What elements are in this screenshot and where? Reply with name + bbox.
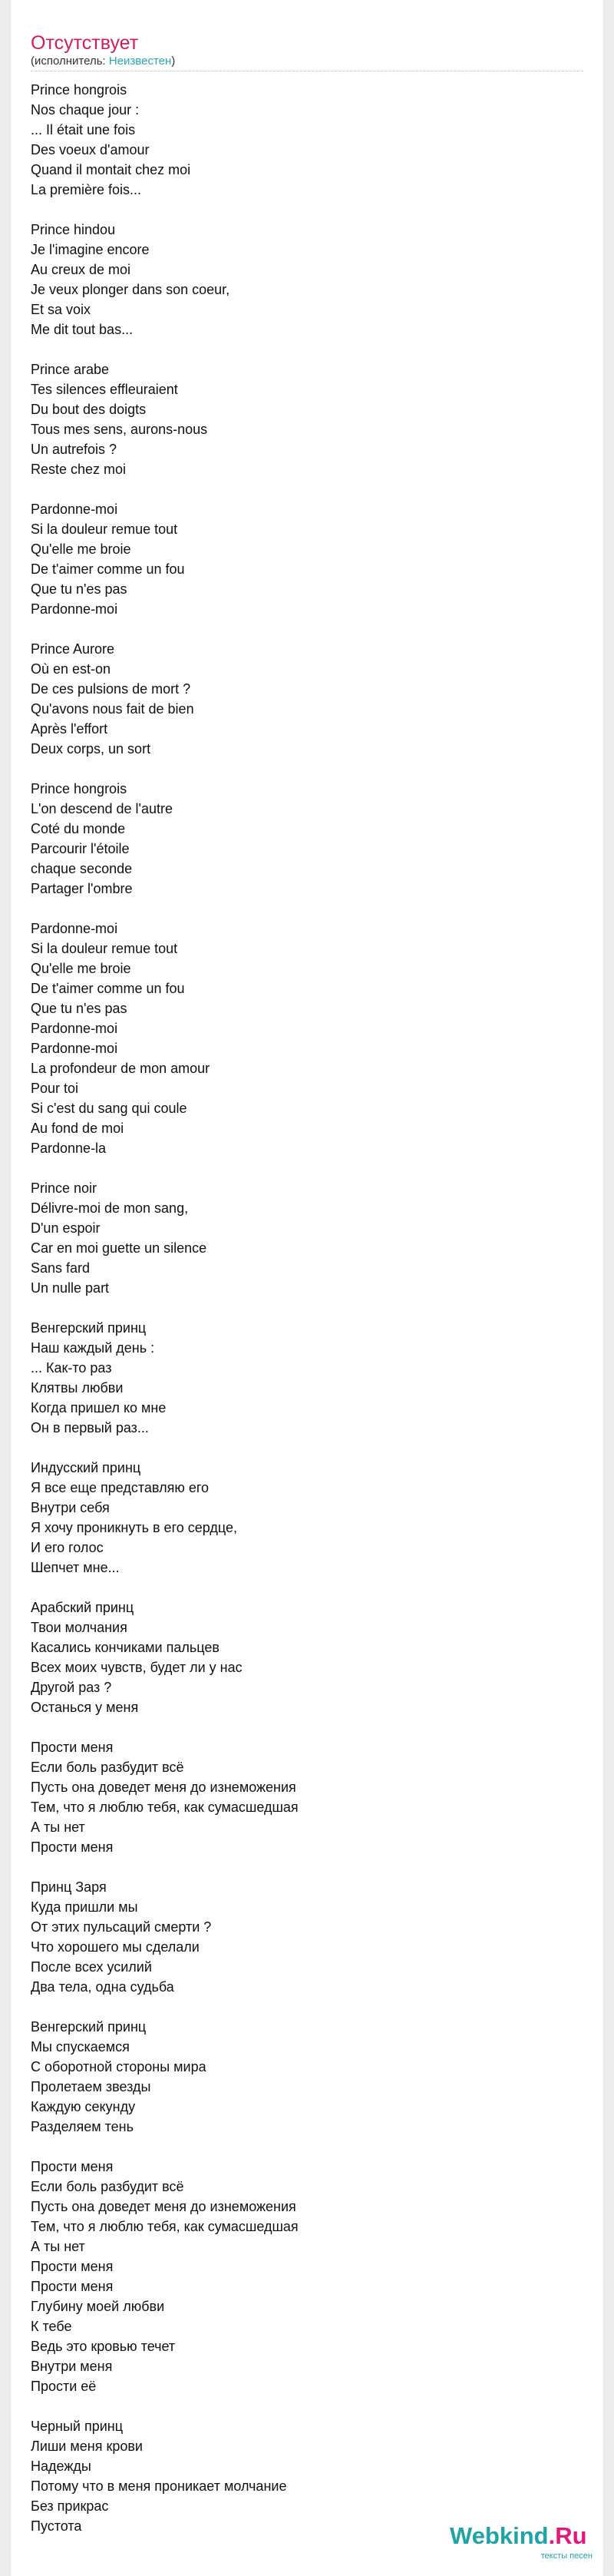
- lyric-stanza: [31, 1178, 583, 1298]
- lyric-line: Лиши меня крови: [31, 2439, 143, 2454]
- logo-tagline: тексты песен: [540, 2551, 593, 2561]
- lyric-line: Шепчет мне...: [31, 1560, 120, 1575]
- artist-line: [31, 54, 175, 69]
- lyric-stanza: [31, 1877, 583, 1997]
- lyric-line: Другой раз ?: [31, 1680, 112, 1695]
- lyric-stanza: [31, 1598, 583, 1717]
- lyric-line: Я хочу проникнуть в его сердце,: [31, 1520, 237, 1535]
- lyric-line: Reste chez moi: [31, 462, 127, 477]
- lyric-line: Prince Aurore: [31, 641, 115, 657]
- lyric-line: Prince hongrois: [31, 781, 127, 796]
- lyric-line: Un autrefois ?: [31, 442, 117, 457]
- lyric-line: Tes silences effleuraient: [31, 382, 178, 397]
- artist-prefix: (исполнитель:: [31, 55, 109, 68]
- lyric-line: С оборотной стороны мира: [31, 2059, 206, 2074]
- lyric-line: Если боль разбудит всё: [31, 1760, 184, 1775]
- lyric-line: Пусть она доведет меня до изнеможения: [31, 2199, 296, 2214]
- lyric-stanza: [31, 2017, 583, 2137]
- lyric-line: L'on descend de l'autre: [31, 801, 173, 816]
- lyric-line: Надежды: [31, 2458, 91, 2474]
- lyric-line: Pardonne-moi: [31, 601, 118, 617]
- lyric-line: Куда пришли мы: [31, 1899, 138, 1915]
- lyric-line: Прости её: [31, 2379, 97, 2394]
- song-title: Отсутствует: [31, 32, 139, 54]
- lyric-line: Un nulle part: [31, 1280, 110, 1296]
- lyric-stanza: [31, 1737, 583, 1857]
- lyric-line: De ces pulsions de mort ?: [31, 681, 191, 697]
- artist-suffix: ): [171, 55, 176, 68]
- lyric-line: Partager l'ombre: [31, 881, 133, 896]
- lyric-line: Что хорошего мы сделали: [31, 1939, 200, 1955]
- lyric-stanza: [31, 359, 583, 479]
- lyric-line: Si la douleur remue tout: [31, 521, 178, 537]
- webkind-logo[interactable]: [450, 2522, 594, 2565]
- lyric-line: Des voeux d'amour: [31, 142, 150, 157]
- lyric-line: Pardonne-moi: [31, 1041, 118, 1056]
- lyric-line: После всех усилий: [31, 1959, 152, 1975]
- lyric-line: Et sa voix: [31, 302, 91, 317]
- logo-brand: Webkind: [450, 2522, 549, 2549]
- lyric-line: Pardonne-moi: [31, 502, 118, 517]
- lyric-line: Sans fard: [31, 1260, 91, 1276]
- lyric-line: Если боль разбудит всё: [31, 2179, 184, 2194]
- lyric-line: De t'aimer comme un fou: [31, 561, 185, 577]
- lyric-line: La profondeur de mon amour: [31, 1061, 210, 1076]
- lyric-line: Pardonne-moi: [31, 1021, 118, 1036]
- lyric-stanza: [31, 639, 583, 759]
- lyric-line: Прости меня: [31, 2159, 114, 2174]
- lyric-line: Он в первый раз...: [31, 1420, 149, 1435]
- lyric-line: Je veux plonger dans son coeur,: [31, 282, 230, 297]
- lyric-line: Nos chaque jour :: [31, 102, 140, 118]
- lyric-line: Прости меня: [31, 1740, 114, 1755]
- lyric-line: Prince hongrois: [31, 82, 127, 98]
- lyric-line: Разделяем тень: [31, 2119, 134, 2134]
- lyric-stanza: [31, 2416, 583, 2536]
- lyric-line: Я все еще представляю его: [31, 1480, 210, 1495]
- lyric-line: Prince hindou: [31, 222, 116, 237]
- lyric-stanza: [31, 220, 583, 339]
- lyric-line: Два тела, одна судьба: [31, 1979, 174, 1995]
- lyric-line: Пролетаем звезды: [31, 2079, 151, 2094]
- lyric-line: Je l'imagine encore: [31, 242, 150, 257]
- lyric-line: Потому что в меня проникает молчание: [31, 2478, 287, 2494]
- lyric-line: Où en est-on: [31, 661, 111, 677]
- lyric-line: Касались кончиками пальцев: [31, 1640, 220, 1655]
- lyric-line: А ты нет: [31, 1819, 85, 1835]
- lyric-line: Car en moi guette un silence: [31, 1240, 207, 1256]
- lyric-stanza: [31, 499, 583, 619]
- lyric-line: Наш каждый день :: [31, 1340, 155, 1356]
- lyric-line: Арабский принц: [31, 1600, 134, 1615]
- logo-tld: .Ru: [548, 2522, 587, 2549]
- lyric-line: La première fois...: [31, 182, 142, 197]
- page: [11, 0, 603, 2576]
- lyric-line: Pardonne-la: [31, 1141, 107, 1156]
- lyric-line: Prince noir: [31, 1180, 97, 1196]
- artist-link[interactable]: Неизвестен: [108, 55, 172, 68]
- lyric-line: Прости меня: [31, 2259, 114, 2274]
- lyric-line: Внутри себя: [31, 1500, 110, 1515]
- lyric-line: Pardonne-moi: [31, 921, 118, 936]
- lyric-line: Que tu n'es pas: [31, 581, 127, 597]
- lyric-line: Pour toi: [31, 1081, 79, 1096]
- lyric-stanza: [31, 779, 583, 899]
- lyric-line: ... Il était une fois: [31, 122, 136, 137]
- lyric-line: Délivre-moi de mon sang,: [31, 1200, 189, 1216]
- lyric-line: ... Как-то раз: [31, 1360, 112, 1376]
- lyric-line: Parcourir l'étoile: [31, 841, 130, 856]
- lyric-line: Qu'elle me broie: [31, 961, 131, 976]
- lyric-line: Индусский принц: [31, 1460, 141, 1475]
- lyric-line: Tous mes sens, aurons-nous: [31, 422, 208, 437]
- lyric-line: Мы спускаемся: [31, 2039, 130, 2055]
- lyric-line: Si c'est du sang qui coule: [31, 1101, 187, 1116]
- lyric-line: Après l'effort: [31, 721, 108, 737]
- lyric-line: Deux corps, un sort: [31, 741, 151, 757]
- lyric-stanza: [31, 80, 583, 200]
- lyric-line: Quand il montait chez moi: [31, 162, 191, 177]
- lyric-line: Пусть она доведет меня до изнеможения: [31, 1780, 296, 1795]
- lyric-line: Черный принц: [31, 2419, 124, 2434]
- lyric-stanza: [31, 1458, 583, 1578]
- lyric-line: Всех моих чувств, будет ли у нас: [31, 1660, 243, 1675]
- lyric-line: Qu'avons nous fait de bien: [31, 701, 194, 717]
- lyric-line: Si la douleur remue tout: [31, 941, 178, 956]
- lyric-line: Тем, что я люблю тебя, как сумасшедшая: [31, 1800, 299, 1815]
- lyrics-body: [31, 80, 583, 2556]
- lyric-line: А ты нет: [31, 2239, 85, 2254]
- lyric-line: Prince arabe: [31, 362, 110, 377]
- lyric-line: De t'aimer comme un fou: [31, 981, 185, 996]
- lyric-line: Венгерский принц: [31, 2019, 147, 2035]
- lyric-line: Пустота: [31, 2518, 82, 2534]
- lyric-line: Прости меня: [31, 1839, 114, 1855]
- lyric-line: Que tu n'es pas: [31, 1001, 127, 1016]
- lyric-line: Du bout des doigts: [31, 402, 147, 417]
- lyric-line: Me dit tout bas...: [31, 322, 134, 337]
- lyric-stanza: [31, 1318, 583, 1438]
- lyric-line: Тем, что я люблю тебя, как сумасшедшая: [31, 2219, 299, 2234]
- lyric-line: Ведь это кровью течет: [31, 2339, 176, 2354]
- lyric-line: Когда пришел ко мне: [31, 1400, 167, 1415]
- logo-wordmark: [450, 2522, 587, 2550]
- lyric-line: Принц Заря: [31, 1879, 107, 1895]
- lyric-line: Au fond de moi: [31, 1121, 124, 1136]
- lyric-line: Внутри меня: [31, 2359, 113, 2374]
- lyric-line: К тебе: [31, 2319, 72, 2334]
- lyric-line: И его голос: [31, 1540, 104, 1555]
- lyric-line: От этих пульсаций смерти ?: [31, 1919, 212, 1935]
- lyric-line: Каждую секунду: [31, 2099, 136, 2114]
- lyric-line: D'un espoir: [31, 1220, 101, 1236]
- lyric-line: Глубину моей любви: [31, 2299, 165, 2314]
- lyric-line: Венгерский принц: [31, 1320, 147, 1336]
- lyric-line: Прости меня: [31, 2279, 114, 2294]
- lyric-line: chaque seconde: [31, 861, 133, 876]
- lyric-line: Без прикрас: [31, 2498, 109, 2514]
- lyric-line: Qu'elle me broie: [31, 541, 131, 557]
- lyric-stanza: [31, 2157, 583, 2396]
- lyric-line: Coté du monde: [31, 821, 126, 836]
- lyric-stanza: [31, 919, 583, 1158]
- lyric-line: Au creux de moi: [31, 262, 131, 277]
- lyric-line: Останься у меня: [31, 1700, 139, 1715]
- lyric-line: Твои молчания: [31, 1620, 127, 1635]
- lyric-line: Клятвы любви: [31, 1380, 124, 1396]
